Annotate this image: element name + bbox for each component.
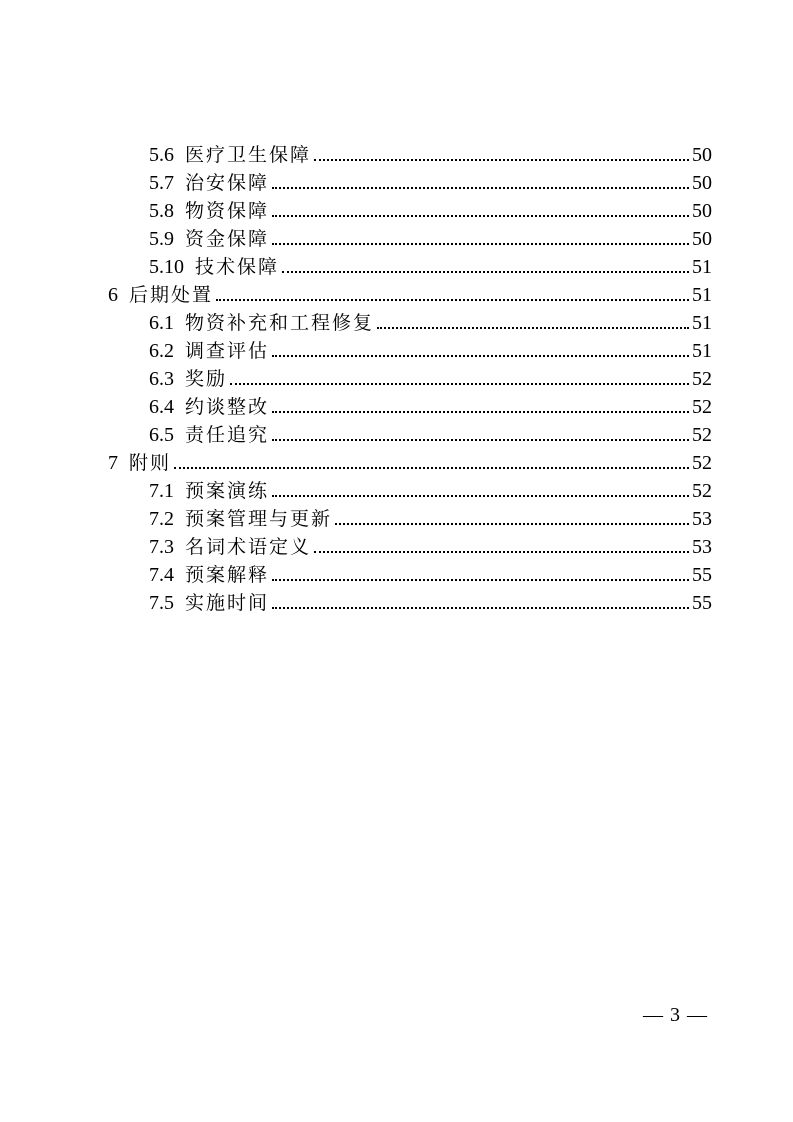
toc-entry-title: 预案演练 xyxy=(185,480,270,502)
toc-entry-page: 52 xyxy=(692,396,712,418)
toc-entry-page: 55 xyxy=(692,564,712,586)
toc-entry[interactable] xyxy=(108,561,712,589)
toc-entry-title: 物资保障 xyxy=(185,200,270,222)
toc-entry-title: 物资补充和工程修复 xyxy=(185,312,375,334)
dot-leader xyxy=(272,243,689,245)
toc-entry-title: 预案解释 xyxy=(185,564,270,586)
toc-entry[interactable] xyxy=(108,421,712,449)
toc-entry-number: 7 xyxy=(108,452,118,474)
toc-entry[interactable] xyxy=(108,169,712,197)
toc-entry-page: 53 xyxy=(692,536,712,558)
toc-entry-page: 50 xyxy=(692,144,712,166)
toc-entry[interactable] xyxy=(108,225,712,253)
toc-entry-title: 责任追究 xyxy=(185,424,270,446)
toc-entry-page: 55 xyxy=(692,592,712,614)
toc-entry-page: 50 xyxy=(692,200,712,222)
toc-entry[interactable] xyxy=(108,477,712,505)
toc-entry-number: 6.3 xyxy=(149,368,174,390)
toc-entry-title: 实施时间 xyxy=(185,592,270,614)
toc-entry-number: 6.5 xyxy=(149,424,174,446)
dot-leader xyxy=(272,187,689,189)
toc-entry-number: 6.1 xyxy=(149,312,174,334)
dot-leader xyxy=(272,607,689,609)
toc-entry-title: 附则 xyxy=(129,452,172,474)
toc-entry[interactable] xyxy=(108,253,712,281)
toc-entry-number: 7.2 xyxy=(149,508,174,530)
toc-entry-page: 51 xyxy=(692,284,712,306)
dot-leader xyxy=(272,411,689,413)
toc-entry-page: 52 xyxy=(692,424,712,446)
toc-entry-number: 7.1 xyxy=(149,480,174,502)
toc-entry-number: 5.8 xyxy=(149,200,174,222)
toc-entry-page: 52 xyxy=(692,452,712,474)
toc-entry-page: 52 xyxy=(692,368,712,390)
toc-entry-number: 5.10 xyxy=(149,256,184,278)
toc-entry-title: 医疗卫生保障 xyxy=(185,144,312,166)
dot-leader xyxy=(272,355,689,357)
toc-entry-page: 51 xyxy=(692,256,712,278)
dot-leader xyxy=(272,495,689,497)
toc-entry-number: 7.3 xyxy=(149,536,174,558)
toc-entry[interactable] xyxy=(108,141,712,169)
dot-leader xyxy=(272,439,689,441)
toc-entry-title: 预案管理与更新 xyxy=(185,508,333,530)
toc-entry[interactable] xyxy=(108,365,712,393)
toc-entry[interactable] xyxy=(108,589,712,617)
toc-entry[interactable] xyxy=(108,533,712,561)
toc-entry[interactable] xyxy=(108,393,712,421)
toc-entry-page: 52 xyxy=(692,480,712,502)
toc-entry-title: 资金保障 xyxy=(185,228,270,250)
dot-leader xyxy=(174,467,689,469)
toc-entry-title: 后期处置 xyxy=(129,284,214,306)
toc-entry-title: 治安保障 xyxy=(185,172,270,194)
toc-entry-page: 50 xyxy=(692,172,712,194)
toc-chapter[interactable] xyxy=(108,449,712,477)
toc-entry-title: 约谈整改 xyxy=(185,396,270,418)
toc-entry-number: 5.9 xyxy=(149,228,174,250)
toc-entry-title: 名词术语定义 xyxy=(185,536,312,558)
dot-leader xyxy=(272,215,689,217)
dot-leader xyxy=(314,551,689,553)
toc-entry-number: 6.2 xyxy=(149,340,174,362)
page-number: — 3 — xyxy=(643,1004,708,1026)
dot-leader xyxy=(314,159,689,161)
dot-leader xyxy=(272,579,689,581)
toc-entry-title: 技术保障 xyxy=(195,256,280,278)
toc-entry-number: 7.5 xyxy=(149,592,174,614)
toc-entry-page: 50 xyxy=(692,228,712,250)
toc-entry-page: 51 xyxy=(692,340,712,362)
toc-entry-page: 51 xyxy=(692,312,712,334)
toc-entry-number: 6 xyxy=(108,284,118,306)
toc-entry[interactable] xyxy=(108,197,712,225)
toc-entry-title: 调查评估 xyxy=(185,340,270,362)
toc-chapter[interactable] xyxy=(108,281,712,309)
dot-leader xyxy=(282,271,689,273)
dot-leader xyxy=(335,523,689,525)
toc-entry-title: 奖励 xyxy=(185,368,228,390)
toc-entry-number: 6.4 xyxy=(149,396,174,418)
toc-entry[interactable] xyxy=(108,337,712,365)
dot-leader xyxy=(377,327,689,329)
toc-entry-number: 7.4 xyxy=(149,564,174,586)
toc-entry-number: 5.7 xyxy=(149,172,174,194)
dot-leader xyxy=(216,299,689,301)
toc-entry-number: 5.6 xyxy=(149,144,174,166)
toc-entry[interactable] xyxy=(108,309,712,337)
toc-entry-page: 53 xyxy=(692,508,712,530)
table-of-contents xyxy=(108,141,712,617)
dot-leader xyxy=(230,383,689,385)
toc-entry[interactable] xyxy=(108,505,712,533)
